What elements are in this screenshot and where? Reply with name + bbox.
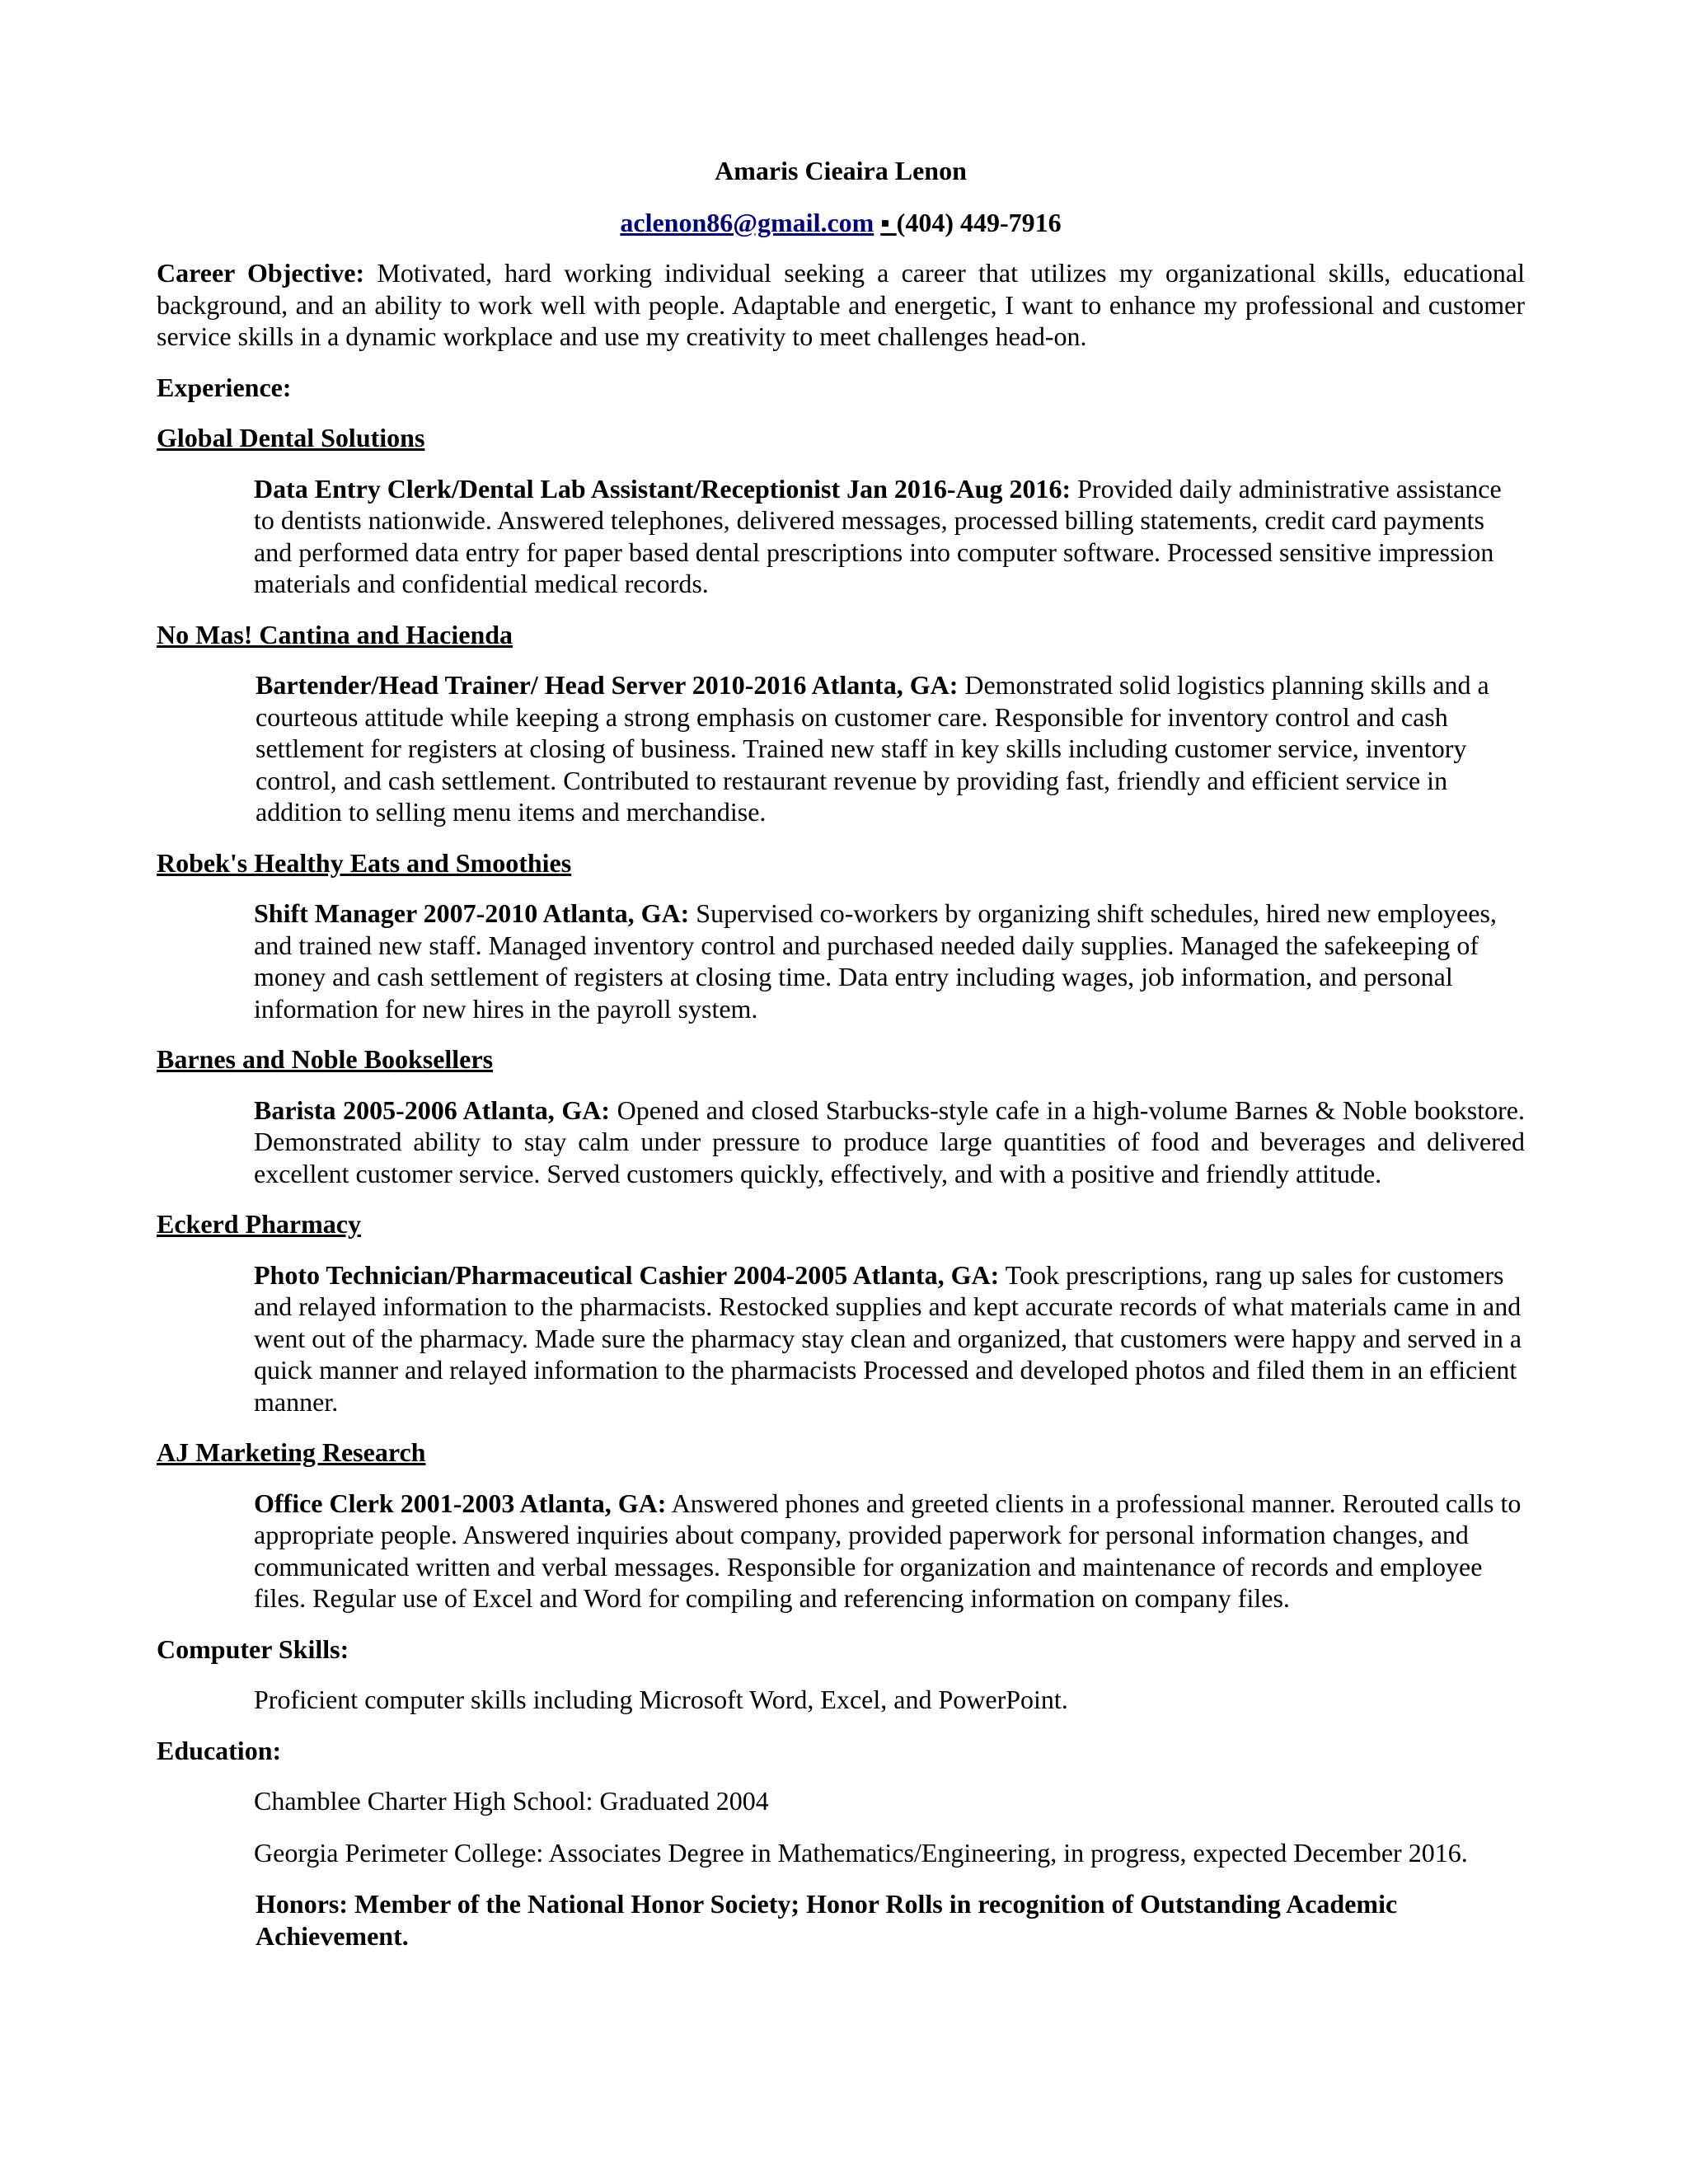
resume-page: [157, 155, 1525, 1952]
job-entry: [254, 898, 1525, 1024]
job-title: Photo Technician/Pharmaceutical Cashier 2004-2005 Atlanta, GA:: [254, 1259, 1000, 1290]
job-entry: [254, 1488, 1525, 1615]
job-title: Shift Manager 2007-2010 Atlanta, GA:: [254, 898, 690, 928]
job-title: Barista 2005-2006 Atlanta, GA:: [254, 1094, 610, 1125]
computer-skills-heading: Computer Skills:: [157, 1633, 349, 1664]
contact-separator: ▪: [880, 207, 897, 237]
email-link[interactable]: aclenon86@gmail.com: [620, 207, 874, 237]
job-title: Bartender/Head Trainer/ Head Server 2010-2016 Atlanta, GA:: [256, 670, 959, 700]
computer-skills-text: Proficient computer skills including Microsoft Word, Excel, and PowerPoint.: [254, 1685, 1068, 1714]
employer-name: Eckerd Pharmacy: [157, 1209, 361, 1239]
career-objective: [157, 257, 1525, 353]
employer-name: AJ Marketing Research: [157, 1437, 426, 1467]
education-item: Chamblee Charter High School: Graduated 2004: [254, 1786, 769, 1816]
job-entry: [254, 1094, 1525, 1190]
experience-heading: Experience:: [157, 372, 292, 402]
honors-text: Honors: Member of the National Honor Society; Honor Rolls in recognition of Outstanding Academic Achievement.: [256, 1889, 1398, 1951]
job-entry: [254, 1259, 1525, 1418]
job-description: Demonstrated solid logistics planning skills and a courteous attitude while keeping a strong emphasis on customer care. Responsible for inventory control and cash settlement for registers at closing of business. Trained new staff in key skills including customer service, inventory control, and cash settlement. Contributed to restaurant revenue by providing fast, friendly and efficient service in addition to selling menu items and merchandise.: [256, 670, 1489, 827]
phone-number: (404) 449-7916: [896, 207, 1062, 237]
career-objective-label: Career Objective:: [157, 258, 365, 288]
employer-name: No Mas! Cantina and Hacienda: [157, 619, 513, 649]
job-title: Office Clerk 2001-2003 Atlanta, GA:: [254, 1488, 667, 1518]
education-heading: Education:: [157, 1735, 282, 1765]
candidate-name: Amaris Cieaira Lenon: [715, 156, 967, 185]
job-description: Provided daily administrative assistance to dentists nationwide. Answered telephones, delivered messages, processed billing statements, credit card payments and performed data entry for paper based dental prescriptions into computer software. Processed sensitive impression materials and confidential medical records.: [254, 473, 1502, 598]
employer-name: Robek's Healthy Eats and Smoothies: [157, 847, 572, 878]
employer-name: Barnes and Noble Booksellers: [157, 1044, 494, 1074]
job-description: Answered phones and greeted clients in a professional manner. Rerouted calls to appropriate people. Answered inquiries about company, provided paperwork for personal information changes, and communicated written and verbal messages. Responsible for organization and maintenance of records and employee files. Regular use of Excel and Word for compiling and referencing information on company files.: [254, 1488, 1522, 1613]
job-description: Opened and closed Starbucks-style cafe in a high-volume Barnes & Noble bookstore. Demonstrated ability to stay calm under pressure to produce large quantities of food and beverages and delivered excellent customer service. Served customers quickly, effectively, and with a positive and friendly attitude.: [254, 1094, 1525, 1188]
employer-name: Global Dental Solutions: [157, 423, 425, 452]
career-objective-text: Motivated, hard working individual seeking a career that utilizes my organizational skills, educational background, and an ability to work well with people. Adaptable and energetic, I want to enhance my professional and customer service skills in a dynamic workplace and use my creativity to meet challenges head-on.: [157, 258, 1526, 351]
job-entry: [256, 669, 1525, 828]
job-description: Took prescriptions, rang up sales for customers and relayed information to the pharmacists. Restocked supplies and kept accurate records of what materials came in and went out of the pharmacy. Made sure the pharmacy stay clean and organized, that customers were happy and served in a quick manner and relayed information to the pharmacists Processed and developed photos and filed them in an efficient manner.: [254, 1259, 1522, 1417]
job-title: Data Entry Clerk/Dental Lab Assistant/Receptionist Jan 2016-Aug 2016:: [254, 473, 1071, 504]
job-description: Supervised co-workers by organizing shift schedules, hired new employees, and trained new staff. Managed inventory control and purchased needed daily supplies. Managed the safekeeping of money and cash settlement of registers at closing time. Data entry including wages, job information, and personal information for new hires in the payroll system.: [254, 898, 1497, 1024]
contact-line: [157, 207, 1525, 239]
education-item: Georgia Perimeter College: Associates Degree in Mathematics/Engineering, in progress, expected December 2016.: [254, 1837, 1468, 1868]
job-entry: [254, 473, 1525, 600]
